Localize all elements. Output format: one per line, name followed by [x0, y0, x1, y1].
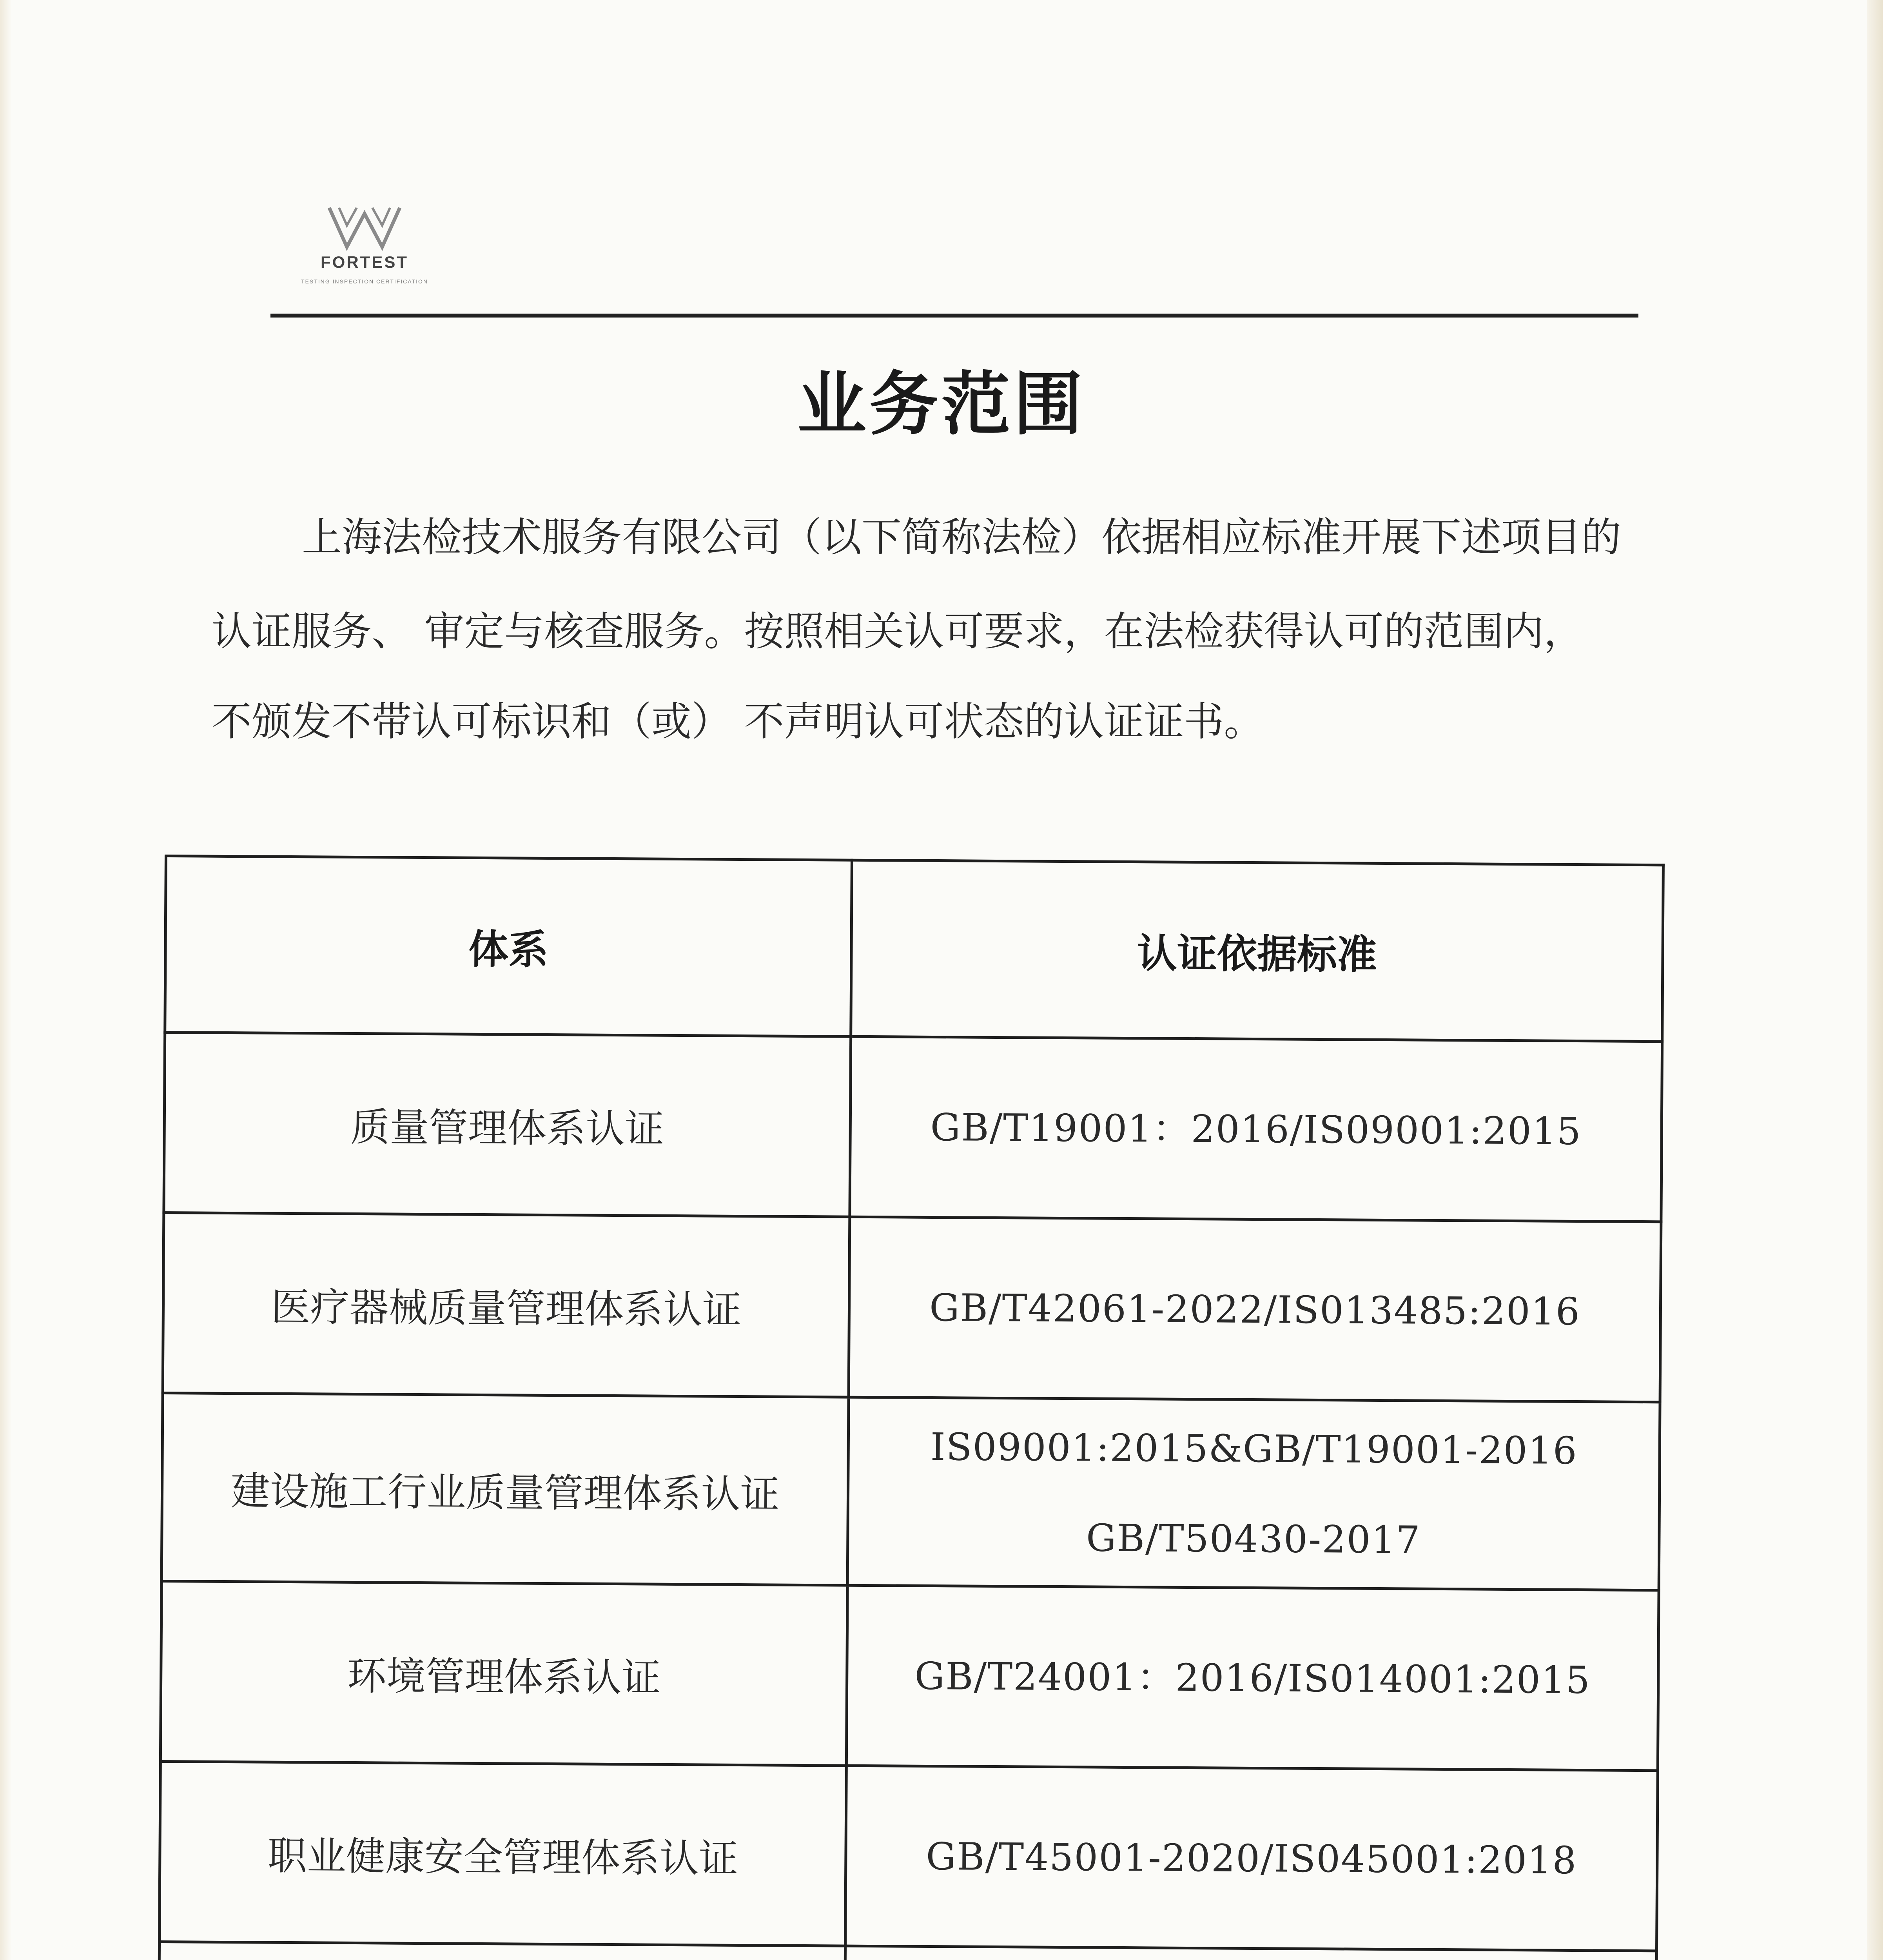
- table-row: [160, 1761, 1658, 1951]
- fortest-w-logo-icon: [321, 204, 408, 251]
- table-row: [163, 1213, 1661, 1402]
- standard-code: GB/T19001：2016/IS09001:2015: [930, 1105, 1582, 1153]
- intro-line-3: 不颁发不带认可标识和（或） 不声明认可状态的认证证书。: [212, 699, 1264, 745]
- logo-brand-name: FORTEST: [321, 253, 408, 271]
- page-title: 业务范围: [797, 364, 1086, 445]
- system-name: 医疗器械质量管理体系认证: [163, 1213, 850, 1397]
- paper-edge-right: [1867, 0, 1883, 1960]
- standard-code: IS09001:2015&GB/T19001-2016: [930, 1425, 1578, 1473]
- header-rule: [270, 314, 1638, 318]
- table-row: [164, 1033, 1662, 1222]
- standard-code: GB/T24001：2016/IS014001:2015: [914, 1654, 1591, 1702]
- intro-line-2: 认证服务、 审定与核查服务。按照相关认可要求，在法检获得认可的范围内，: [212, 608, 1584, 655]
- standard-cell: [850, 1036, 1662, 1222]
- table-row: [161, 1393, 1660, 1590]
- standard-code: GB/T50430-2017: [1086, 1515, 1421, 1562]
- system-name: 职业健康安全管理体系认证: [160, 1761, 847, 1946]
- table-header-row: [165, 856, 1663, 1042]
- standard-cell: [849, 1217, 1661, 1402]
- standard-cell: [846, 1585, 1659, 1771]
- intro-line-1: 上海法检技术服务有限公司（以下简称法检）依据相应标准开展下述项目的: [302, 514, 1621, 561]
- header-standard: 认证依据标准: [851, 860, 1663, 1042]
- logo-tagline: TESTING INSPECTION CERTIFICATION: [301, 278, 428, 285]
- system-name: 环境管理体系认证: [160, 1581, 847, 1766]
- standard-code: GB/T42061-2022/IS013485:2016: [929, 1285, 1581, 1334]
- system-name: 建设施工行业质量管理体系认证: [161, 1393, 849, 1585]
- standard-cell: [847, 1397, 1660, 1590]
- table-row: [160, 1581, 1659, 1770]
- header-system: 体系: [165, 856, 852, 1037]
- paper-edge-left: [0, 0, 12, 1960]
- company-logo: [274, 204, 455, 290]
- system-name: 质量管理体系认证: [164, 1033, 851, 1217]
- standard-cell: [845, 1766, 1658, 1951]
- scope-table: [156, 855, 1665, 1960]
- standard-code: GB/T45001-2020/IS045001:2018: [926, 1834, 1577, 1882]
